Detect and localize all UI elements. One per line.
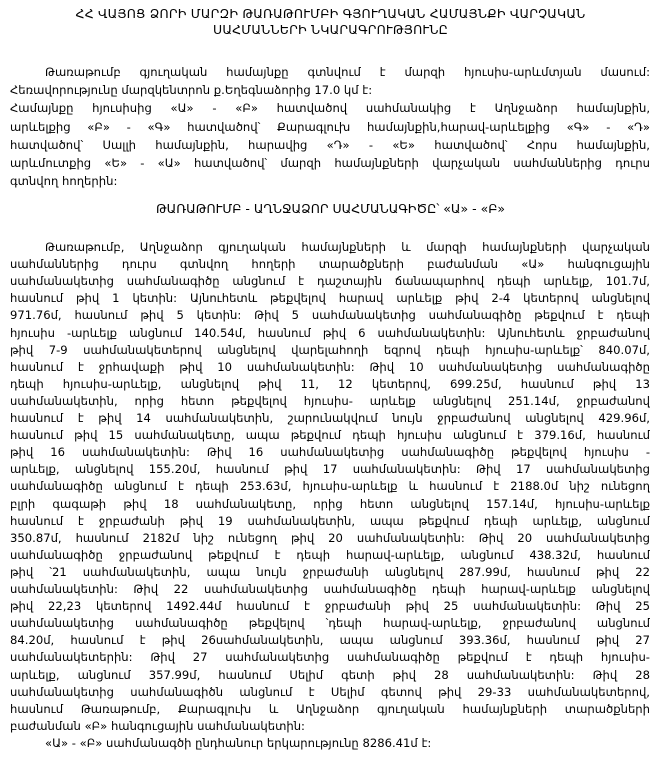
document-title-line-1: ՀՀ ՎԱՅՈՑ ՁՈՐԻ ՄԱՐԶԻ ԹԱՌԱԹՈՒՄԲԻ ԳՅՈՒՂԱԿԱՆ ՀԱՄԱՅՆՔԻ ՎԱՐՉԱԿԱՆ bbox=[75, 6, 586, 21]
body-text-line: բաժանման «Բ» հանգուցային սահմանակետին: bbox=[10, 718, 305, 733]
body-text-line: «Ա» - «Բ» սահմանագծի ընդհանուր երկարությունը 8286.41մ է: bbox=[45, 735, 432, 750]
body-text-line: սահմանագիծը անցնում է դեպի 253.63մ, հյուսիս-արևելք և հասնում է 2188.0մ նիշ ունեցող bbox=[10, 479, 650, 494]
body-text-line: հյուսիս -արևելք անցնում 140.54մ, հասնում թիվ 6 սահմանակետին: Այնուհետև ջրբաժանով bbox=[10, 325, 650, 340]
body-text-line: հասնում է թիվ 14 սահմանակետին, շարունակվում նույն ջրբաժանով անցնելով 429.96մ, bbox=[10, 411, 650, 425]
document-title-line-2: ՍԱՀՄԱՆՆԵՐԻ ՆԿԱՐԱԳՐՈՒԹՅՈՒՆԸ bbox=[212, 22, 448, 37]
body-text-line: սահմանակետերին: Թիվ 27 սահմանակետից սահմանագիծը թեքվում է դեպի հյուսիս- bbox=[10, 650, 650, 665]
body-text-line: թիվ 7-9 սահմանակետերով անցնելով վարելահողի եզրով դեպի հյուսիս-արևելք՝ 840.07մ, bbox=[10, 342, 650, 357]
body-text-line: հասնում է ջրբաժանի թիվ 19 սահմանակետին, ապա թեքվում դեպի արևելք, անցնում bbox=[10, 513, 650, 528]
body-text-line: դեպի հյուսիս-արևելք, անցնելով թիվ 11, 12 կետերով, 699.25մ, հասնում թիվ 13 bbox=[10, 376, 650, 391]
section-heading: ԹԱՌԱԹՈՒՄԲ - ԱՂՆՋԱՁՈՐ ՍԱՀՄԱՆԱԳԻԾԸ՝ «Ա» - «Բ» bbox=[155, 201, 506, 216]
body-text-line: 84.20մ, հասնում է թիվ 26սահմանակետին, ապա անցնում 393.36մ, հասնում թիվ 27 bbox=[10, 633, 650, 648]
intro-text-line: արևմուտքից «Ե» - «Ա» հատվածով՝ մարզի համայնքների վարչական սահմաններից դուրս bbox=[10, 156, 650, 170]
intro-text-line: Թառաթումբ գյուղական համայնքը գտնվում է մարզի հյուսիս-արևմտյան մասում: bbox=[45, 65, 650, 79]
intro-text-line: Համայնքը հյուսիսից «Ա» - «Բ» հատվածով սահմանակից է Աղնջաձոր համայնքին, bbox=[10, 101, 650, 116]
body-text-line: 350.87մ, հասնում 2182մ նիշ ունեցող թիվ 20 սահմանակետին: Թիվ 20 սահմանակետից bbox=[10, 530, 650, 545]
body-text-line: թիվ ՝21 սահմանակետին, ապա նույն ջրբաժանի անցնելով 287.99մ, հասնում թիվ 22 bbox=[10, 564, 650, 579]
body-text-line: հասնում Թառաթումբ, Քարագլուխ և Աղնջաձոր գյուղական համայնքների տարածքների bbox=[10, 701, 650, 716]
intro-text-line: արևելքից «Բ» - «Գ» հատվածով՝ Քարագլուխ համայնքին,հարավ-արևելքից «Գ» - «Դ» bbox=[10, 119, 650, 134]
body-text-line: սահմանակետից սահմանագիծը թեքվելով ՝դեպի հարավ-արևելք, ջրբաժանով անցնում bbox=[10, 616, 650, 631]
body-text-line: սահմանակետին, որից հետո թեքվելով հյուսիս- արևելք անցնելով 251.14մ, ջրբաժանով bbox=[10, 393, 650, 408]
body-text-line: թիվ 22,23 կետերով 1492.44մ հասնում է ջրբաժանի թիվ 25 սահմանակետին: Թիվ 25 bbox=[10, 599, 650, 614]
intro-text-line: Հեռավորությունը մարզկենտրոն ք.Եղեգնաձորից 17.0 կմ է: bbox=[10, 83, 373, 98]
body-text-line: հասնում թիվ 15 սահմանակետը, ապա թեքվում դեպի հյուսիս անցնում է 379.16մ, հասնում bbox=[10, 428, 650, 443]
body-text-line: սահմանակետին: Թիվ 22 սահմանակետից սահմանագիծը դեպի հարավ-արևելք անցնելով bbox=[10, 582, 650, 596]
body-text-line: արևելք, անցնում 357.99մ, հասնում Սելիմ գետի թիվ 28 սահմանակետին: Թիվ 28 bbox=[10, 667, 650, 682]
body-text-line: հասնում թիվ 1 կետին: Այնուհետև թեքվելով հարավ արևելք թիվ 2-4 կետերով անցնելով bbox=[10, 291, 650, 306]
body-text-line: սահմանակետից սահմանագիծը անցնում է դաշտային ճանապարհով դեպի արևելք, 101.7մ, bbox=[10, 274, 650, 289]
body-text-line: սահմանակետից սահմանագիծն անցնում է Սելիմ գետով թիվ 29-33 սահմանակետերով, bbox=[10, 684, 650, 699]
body-text-line: հասնում է ջրհավաքի թիվ 10 սահմանակետին: Թիվ 10 սահմանակետից սահմանագիծը bbox=[10, 359, 650, 374]
body-text-line: սահմաններից դուրս գտնվող հողերի տարածքների բաժանման «Ա» հանգուցային bbox=[10, 257, 650, 272]
body-text-line: 971.76մ, հասնում թիվ 5 կետին: Թիվ 5 սահմանակետից սահմանագիծը թեքվում է դեպի bbox=[10, 308, 650, 323]
body-text-line: թիվ 16 սահմանակետին: Թիվ 16 սահմանակետից սահմանագիծը թեքվելով հյուսիս - bbox=[10, 445, 650, 460]
intro-text-line: գտնվող հողերին: bbox=[10, 174, 118, 189]
body-text-line: սահմանագիծը ջրբաժանով թեքվում է դեպի հարավ-արևելք, անցնում 438.32մ, հասնում bbox=[10, 547, 650, 562]
body-text-line: Թառաթումբ, Աղնջաձոր գյուղական համայնքների և մարզի համայնքների վարչական bbox=[45, 240, 650, 254]
body-text-line: բլրի գագաթի թիվ 18 սահմանակետը, որից հետո անցնելով 157.14մ, հյուսիս-արևելք bbox=[10, 496, 650, 511]
body-text-line: արևելք, անցնելով 155.20մ, հասնում թիվ 17 սահմանակետին: Թիվ 17 սահմանակետից bbox=[10, 462, 650, 477]
intro-text-line: հատվածով՝ Սալլի համայնքին, հարավից «Դ» - «Ե» հատվածով՝ Հորս համայնքին, bbox=[10, 137, 650, 152]
